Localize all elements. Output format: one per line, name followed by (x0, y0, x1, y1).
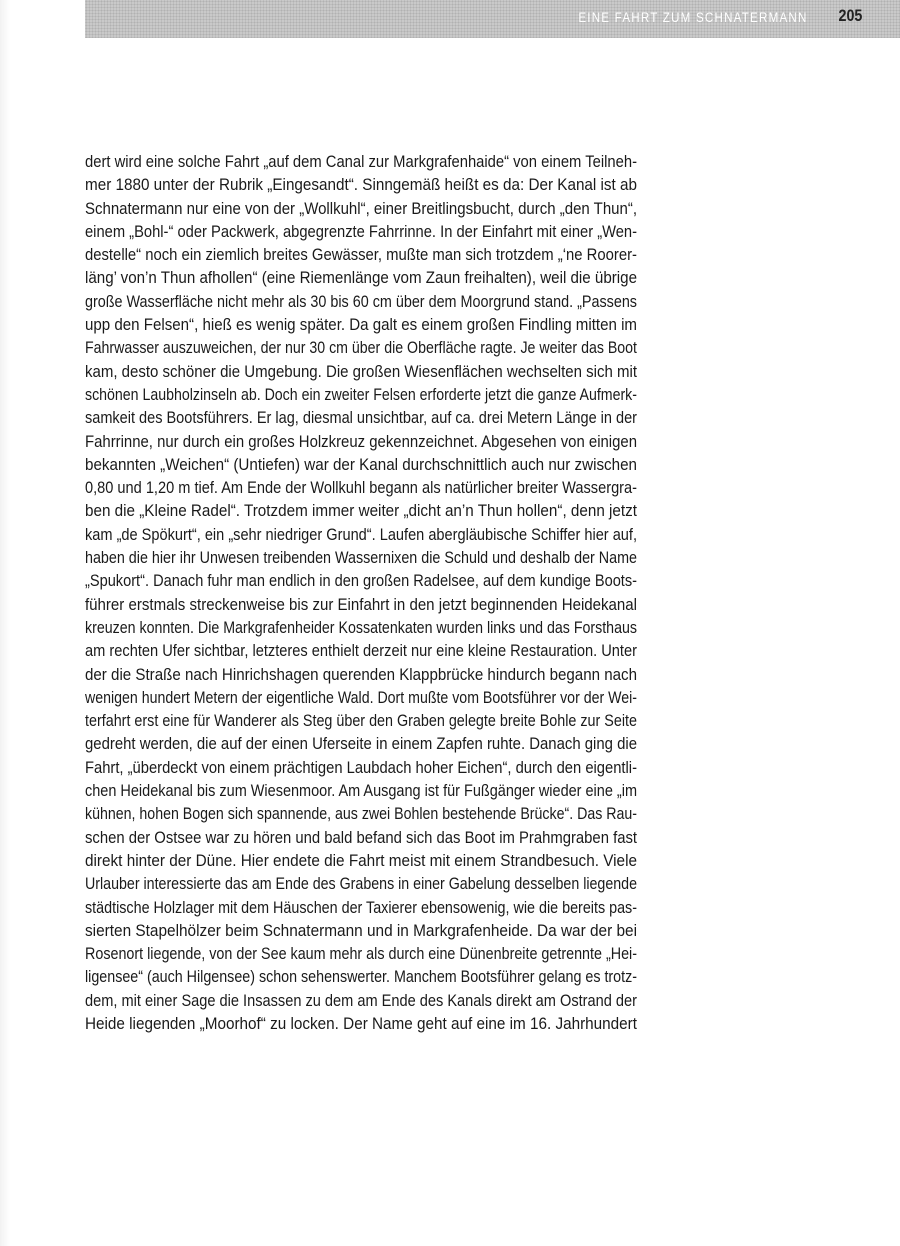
text-line-content: mer 1880 unter der Rubrik „Eingesandt“. Sinngemäß heißt es da: Der Kanal ist ab (85, 176, 637, 195)
text-line-content: städtische Holzlager mit dem Häuschen der Taxierer ebensowenig, wie die bereits pas- (85, 898, 637, 917)
text-line (85, 267, 637, 290)
text-line-content: wenigen hundert Metern der eigentliche Wald. Dort mußte vom Bootsführer vor der Wei- (85, 688, 637, 707)
text-line (85, 966, 637, 989)
text-line-content: direkt hinter der Düne. Hier endete die Fahrt meist mit einem Strandbesuch. Viele (85, 851, 637, 870)
text-line-content: ligensee“ (auch Hilgensee) schon sehenswerter. Manchem Bootsführer gelang es trotz- (85, 968, 637, 987)
text-line (85, 454, 637, 477)
text-line-content: große Wasserfläche nicht mehr als 30 bis 60 cm über dem Moorgrund stand. „Passens (85, 292, 637, 311)
text-line-content: der die Straße nach Hinrichshagen querenden Klappbrücke hindurch begann nach (85, 665, 637, 684)
text-line (85, 594, 637, 617)
text-line-content: Heide liegenden „Moorhof“ zu locken. Der Name geht auf eine im 16. Jahrhundert (85, 1014, 637, 1033)
text-line-content: kreuzen konnten. Die Markgrafenheider Kossatenkaten wurden links und das Forsthaus (85, 618, 637, 637)
text-line (85, 733, 637, 756)
text-line-content: dem, mit einer Sage die Insassen zu dem am Ende des Kanals direkt am Ostrand der (85, 991, 637, 1010)
text-line-content: upp den Felsen“, hieß es wenig später. Da galt es einem großen Findling mitten im (85, 316, 637, 335)
text-line (85, 524, 637, 547)
text-line (85, 500, 637, 523)
text-line-content: ben die „Kleine Radel“. Trotzdem immer weiter „dicht an’n Thun hollen“, denn jetzt (85, 502, 637, 521)
text-line (85, 640, 637, 663)
text-line-content: Fahrrinne, nur durch ein großes Holzkreuz gekennzeichnet. Abgesehen von einigen (85, 432, 637, 451)
text-line (85, 244, 637, 267)
text-line (85, 221, 637, 244)
text-line (85, 850, 637, 873)
text-line (85, 384, 637, 407)
text-line-content: am rechten Ufer sichtbar, letzteres enthielt derzeit nur eine kleine Restauration. Unter (85, 642, 637, 661)
text-line (85, 664, 637, 687)
text-line-content: Urlauber interessierte das am Ende des Grabens in einer Gabelung desselben liegende (85, 875, 637, 894)
text-line (85, 617, 637, 640)
text-line-content: chen Heidekanal bis zum Wiesenmoor. Am Ausgang ist für Fußgänger wieder eine „im (85, 782, 637, 801)
text-line (85, 710, 637, 733)
text-line (85, 990, 637, 1013)
text-line-content: kam „de Spökurt“, ein „sehr niedriger Grund“. Laufen abergläubische Schiffer hier auf, (85, 525, 637, 544)
text-line-content: 0,80 und 1,20 m tief. Am Ende der Wollkuhl begann als natürlicher breiter Wassergra- (85, 479, 637, 498)
text-line (85, 477, 637, 500)
text-line (85, 547, 637, 570)
text-line-content: führer erstmals streckenweise bis zur Einfahrt in den jetzt beginnenden Heidekanal (85, 595, 637, 614)
text-line-content: Rosenort liegende, von der See kaum mehr als durch eine Dünenbreite getrennte „Hei- (85, 945, 637, 964)
text-line (85, 570, 637, 593)
text-line-content: destelle“ noch ein ziemlich breites Gewässer, mußte man sich trotzdem „‘ne Roorer- (85, 246, 637, 265)
text-line-content: Schnatermann nur eine von der „Wollkuhl“, einer Breitlingsbucht, durch „den Thun“, (85, 199, 637, 218)
running-header (85, 0, 900, 38)
text-line-content: bekannten „Weichen“ (Untiefen) war der Kanal durchschnittlich auch nur zwischen (85, 455, 637, 474)
running-title: EINE FAHRT ZUM SCHNATERMANN (578, 10, 808, 25)
text-line (85, 827, 637, 850)
body-paragraph (85, 151, 637, 1036)
text-line-content: einem „Bohl-“ oder Packwerk, abgegrenzte Fahrrinne. In der Einfahrt mit einer „Wen- (85, 222, 637, 241)
text-line-content: schönen Laubholzinseln ab. Doch ein zweiter Felsen erforderte jetzt die ganze Aufmerk- (85, 385, 637, 404)
text-line (85, 291, 637, 314)
text-line (85, 407, 637, 430)
page-number: 205 (838, 6, 862, 25)
page-edge-shadow (0, 0, 10, 1246)
text-line (85, 198, 637, 221)
text-line (85, 780, 637, 803)
text-line (85, 314, 637, 337)
text-line-content: sierten Stapelhölzer beim Schnatermann und in Markgrafenheide. Da war der bei (85, 921, 637, 940)
text-line (85, 1013, 637, 1036)
text-line (85, 757, 637, 780)
text-line-content: Fahrwasser auszuweichen, der nur 30 cm über die Oberfläche ragte. Je weiter das Boot (85, 339, 637, 358)
text-line-content: haben die hier ihr Unwesen treibenden Wassernixen die Schuld und deshalb der Name (85, 549, 637, 568)
text-line (85, 687, 637, 710)
text-line (85, 431, 637, 454)
text-line-content: dert wird eine solche Fahrt „auf dem Canal zur Markgrafenhaide“ von einem Teilneh- (85, 153, 637, 171)
text-line-content: samkeit des Bootsführers. Er lag, diesmal unsichtbar, auf ca. drei Metern Länge in der (85, 409, 637, 428)
text-line-content: Fahrt, „überdeckt von einem prächtigen Laubdach hoher Eichen“, durch den eigentli- (85, 758, 637, 777)
text-line (85, 803, 637, 826)
text-line-content: schen der Ostsee war zu hören und bald befand sich das Boot im Prahmgraben fast (85, 828, 637, 847)
text-line-content: kam, desto schöner die Umgebung. Die großen Wiesenflächen wechselten sich mit (85, 362, 637, 381)
text-line (85, 873, 637, 896)
text-line (85, 897, 637, 920)
text-line-content: terfahrt erst eine für Wanderer als Steg über den Graben gelegte breite Bohle zur Seite (85, 712, 637, 731)
text-line-content: läng’ von’n Thun afhollen“ (eine Riemenlänge vom Zaun freihalten), weil die übrige (85, 269, 637, 288)
text-line-content: „Spukort“. Danach fuhr man endlich in den großen Radelsee, auf dem kundige Boots- (85, 572, 637, 591)
text-line-content: kühnen, hohen Bogen sich spannende, aus zwei Bohlen bestehende Brücke“. Das Rau- (85, 805, 637, 824)
text-line (85, 174, 637, 197)
text-line-content: gedreht werden, die auf der einen Uferseite in einem Zapfen ruhte. Danach ging die (85, 735, 637, 754)
text-line (85, 361, 637, 384)
text-line (85, 151, 637, 174)
text-line (85, 337, 637, 360)
text-line (85, 943, 637, 966)
text-line (85, 920, 637, 943)
